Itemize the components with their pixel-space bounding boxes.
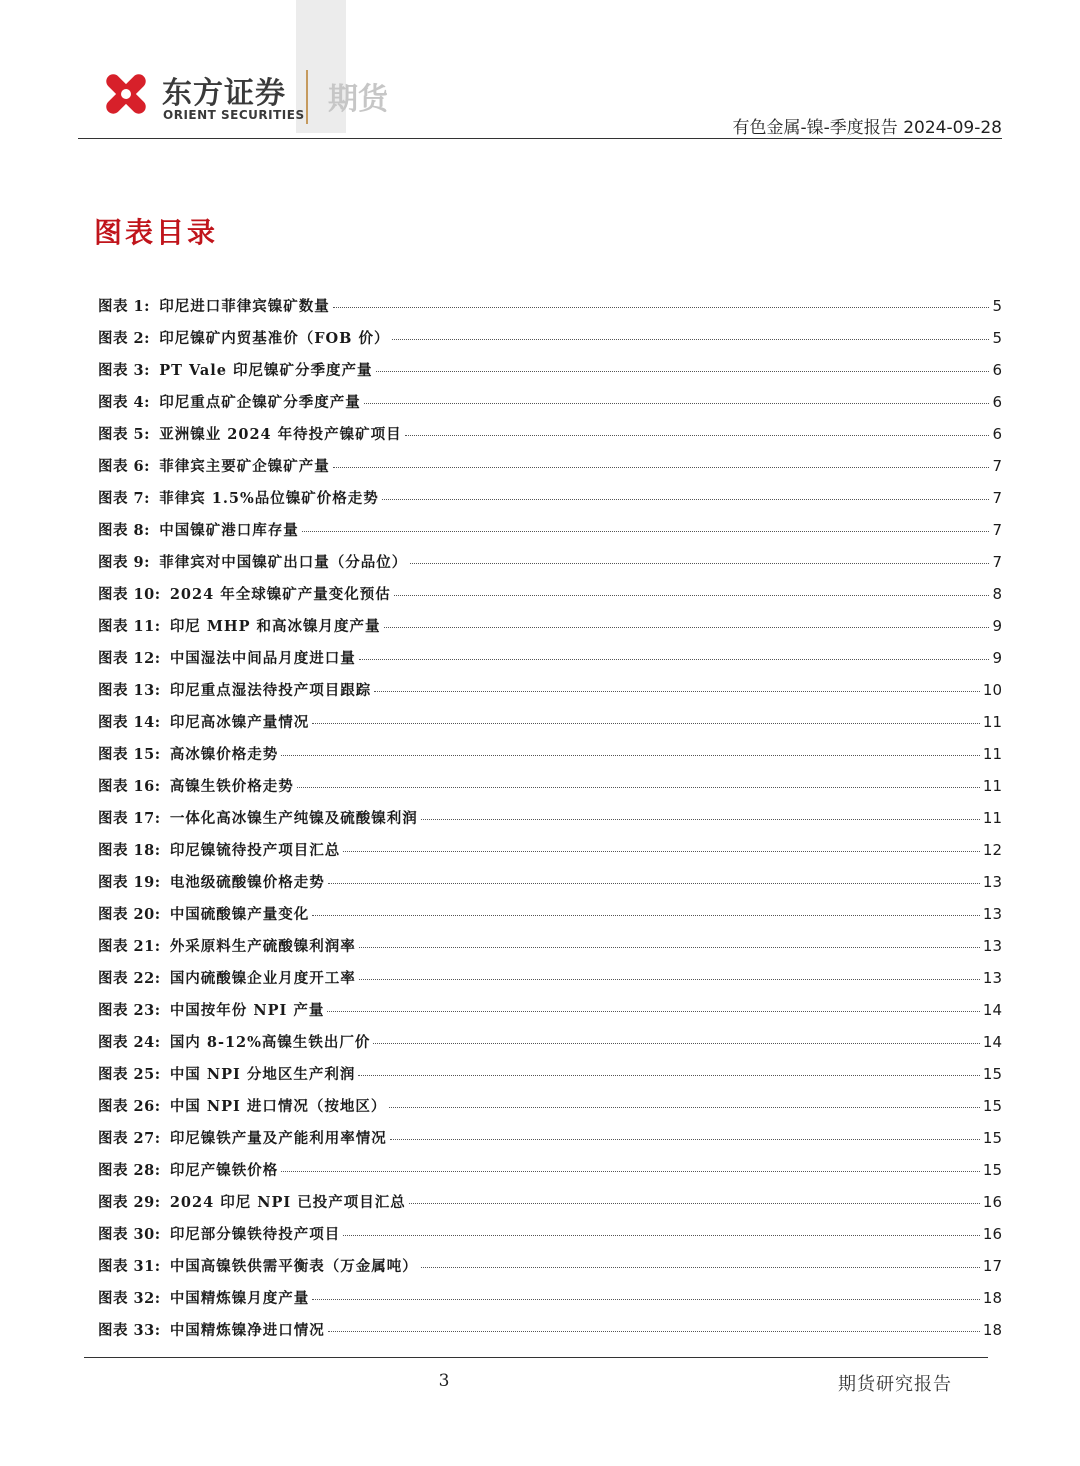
toc-entry-title: 菲律宾主要矿企镍矿产量 [159,458,330,475]
toc-entry-title: 中国按年份 NPI 产量 [169,1002,325,1019]
toc-entry-page: 6 [992,425,1002,443]
toc-entry-page: 6 [992,361,1002,379]
toc-entry-page: 15 [982,1161,1002,1179]
brand-division: 期货 [328,82,388,117]
brand-name-chinese: 东方证券 [162,76,286,111]
toc-entry-title: 印尼高冰镍产量情况 [169,714,310,731]
toc-entry-title: 中国精炼镍月度产量 [169,1290,310,1307]
toc-dot-leader [312,915,980,916]
toc-entry[interactable] [98,679,1002,711]
toc-dot-leader [392,339,989,340]
toc-entry-title: 印尼镍锍待投产项目汇总 [169,842,341,859]
toc-entry-label: 图表 30: [98,1226,161,1243]
toc-dot-leader [389,1107,980,1108]
toc-entry-page: 11 [982,745,1002,763]
toc-entry[interactable] [98,519,1002,551]
toc-entry[interactable] [98,711,1002,743]
toc-entry-page: 16 [982,1193,1002,1211]
toc-dot-leader [358,1075,980,1076]
toc-entry[interactable] [98,615,1002,647]
toc-entry-page: 18 [982,1289,1002,1307]
toc-entry-page: 7 [992,489,1002,507]
toc-entry-label: 图表 18: [98,842,161,859]
toc-dot-leader [327,1011,980,1012]
toc-entry-page: 5 [992,329,1002,347]
toc-entry[interactable] [98,967,1002,999]
toc-entry-label: 图表 14: [98,714,161,731]
toc-dot-leader [302,531,990,532]
toc-entry-title: 印尼重点矿企镍矿分季度产量 [159,394,361,411]
toc-entry-label: 图表 12: [98,650,161,667]
toc-entry-label: 图表 10: [98,586,161,603]
toc-dot-leader [373,1043,979,1044]
header-divider [78,138,1002,139]
toc-heading: 图表目录 [94,216,219,249]
toc-entry-page: 12 [982,841,1002,859]
toc-entry[interactable] [98,327,1002,359]
toc-entry-title: 印尼进口菲律宾镍矿数量 [159,298,330,315]
toc-entry[interactable] [98,1223,1002,1255]
toc-entry-label: 图表 4: [98,394,150,411]
toc-entry-label: 图表 17: [98,810,161,827]
toc-entry-label: 图表 32: [98,1290,161,1307]
toc-entry-label: 图表 1: [98,298,150,315]
toc-entry-page: 14 [982,1001,1002,1019]
toc-entry-label: 图表 5: [98,426,150,443]
footer-report-type: 期货研究报告 [838,1374,952,1395]
brand-name-english: ORIENT SECURITIES [163,108,305,122]
toc-entry-label: 图表 27: [98,1130,161,1147]
toc-dot-leader [410,563,989,564]
toc-entry-title: 国内 8-12%高镍生铁出厂价 [169,1034,371,1051]
toc-entry-title: 中国镍矿港口库存量 [159,522,299,539]
toc-entry[interactable] [98,1319,1002,1351]
toc-entry[interactable] [98,1031,1002,1063]
toc-entry[interactable] [98,423,1002,455]
toc-entry[interactable] [98,999,1002,1031]
toc-entry[interactable] [98,839,1002,871]
toc-dot-leader [343,851,980,852]
toc-entry[interactable] [98,775,1002,807]
toc-entry[interactable] [98,1255,1002,1287]
toc-entry[interactable] [98,935,1002,967]
toc-entry[interactable] [98,1287,1002,1319]
toc-entry[interactable] [98,1063,1002,1095]
toc-entry[interactable] [98,391,1002,423]
toc-entry-page: 11 [982,777,1002,795]
toc-entry-label: 图表 9: [98,554,150,571]
toc-entry[interactable] [98,743,1002,775]
toc-entry-title: 印尼重点湿法待投产项目跟踪 [169,682,372,699]
toc-entry[interactable] [98,807,1002,839]
toc-entry-label: 图表 21: [98,938,161,955]
toc-entry-label: 图表 6: [98,458,150,475]
toc-dot-leader [374,691,980,692]
toc-entry-label: 图表 31: [98,1258,161,1275]
toc-entry[interactable] [98,551,1002,583]
toc-entry-title: 印尼部分镍铁待投产项目 [169,1226,341,1243]
toc-entry-title: 中国硫酸镍产量变化 [169,906,310,923]
toc-dot-leader [409,1203,980,1204]
toc-entry-label: 图表 7: [98,490,150,507]
toc-entry[interactable] [98,1191,1002,1223]
toc-entry-label: 图表 8: [98,522,150,539]
toc-entry-page: 5 [992,297,1002,315]
toc-entry[interactable] [98,871,1002,903]
toc-dot-leader [328,883,980,884]
toc-entry-title: 中国精炼镍净进口情况 [169,1322,325,1339]
toc-dot-leader [312,1299,980,1300]
toc-entry-label: 图表 26: [98,1098,161,1115]
toc-entry-title: 中国 NPI 进口情况（按地区） [169,1098,387,1115]
toc-entry-title: 一体化高冰镍生产纯镍及硫酸镍利润 [169,810,418,827]
toc-entry-label: 图表 33: [98,1322,161,1339]
toc-entry[interactable] [98,359,1002,391]
footer-divider [84,1357,988,1358]
toc-entry-page: 17 [982,1257,1002,1275]
toc-entry-title: 印尼 MHP 和高冰镍月度产量 [169,618,381,635]
toc-dot-leader [281,755,980,756]
toc-entry-page: 8 [992,585,1002,603]
toc-entry-label: 图表 24: [98,1034,161,1051]
toc-dot-leader [384,627,990,628]
toc-entry[interactable] [98,1095,1002,1127]
toc-entry-title: 中国高镍铁供需平衡表（万金属吨） [169,1258,418,1275]
toc-entry-page: 15 [982,1097,1002,1115]
toc-entry-title: PT Vale 印尼镍矿分季度产量 [159,362,373,379]
toc-entry-title: 2024 年全球镍矿产量变化预估 [169,586,391,603]
toc-dot-leader [359,659,990,660]
toc-entry-page: 7 [992,553,1002,571]
toc-dot-leader [297,787,980,788]
toc-dot-leader [364,403,990,404]
toc-dot-leader [376,371,990,372]
toc-dot-leader [281,1171,980,1172]
toc-entry[interactable] [98,647,1002,679]
toc-entry-label: 图表 3: [98,362,150,379]
toc-entry[interactable] [98,295,1002,327]
toc-entry-page: 13 [982,937,1002,955]
toc-dot-leader [359,947,980,948]
toc-entry-label: 图表 20: [98,906,161,923]
orient-securities-logo [98,66,154,122]
toc-entry-page: 13 [982,969,1002,987]
toc-dot-leader [405,435,990,436]
toc-entry-label: 图表 15: [98,746,161,763]
toc-dot-leader [359,979,980,980]
toc-entry-title: 印尼镍矿内贸基准价（FOB 价） [159,330,390,347]
toc-entry-title: 外采原料生产硫酸镍利润率 [169,938,356,955]
toc-entry-page: 13 [982,905,1002,923]
toc-entry-page: 9 [992,617,1002,635]
toc-dot-leader [333,467,990,468]
toc-entry[interactable] [98,903,1002,935]
toc-entry-title: 高冰镍价格走势 [169,746,279,763]
toc-entry[interactable] [98,583,1002,615]
toc-dot-leader [343,1235,980,1236]
toc-entry-page: 13 [982,873,1002,891]
report-title-date: 有色金属-镍-季度报告 2024-09-28 [732,118,1002,138]
toc-entry-title: 2024 印尼 NPI 已投产项目汇总 [169,1194,406,1211]
toc-entry[interactable] [98,487,1002,519]
toc-entry-page: 11 [982,713,1002,731]
toc-entry-page: 9 [992,649,1002,667]
toc-entry-label: 图表 25: [98,1066,161,1083]
toc-entry-label: 图表 22: [98,970,161,987]
toc-entry[interactable] [98,455,1002,487]
toc-entry-page: 18 [982,1321,1002,1339]
toc-entry-title: 印尼镍铁产量及产能利用率情况 [169,1130,387,1147]
toc-entry-label: 图表 23: [98,1002,161,1019]
toc-entry-page: 7 [992,521,1002,539]
toc-dot-leader [421,1267,980,1268]
toc-entry-title: 印尼产镍铁价格 [169,1162,279,1179]
toc-entry-page: 6 [992,393,1002,411]
brand-separator [306,70,308,124]
toc-dot-leader [394,595,990,596]
toc-entry-page: 15 [982,1129,1002,1147]
toc-entry[interactable] [98,1127,1002,1159]
toc-entry-title: 电池级硫酸镍价格走势 [169,874,325,891]
toc-dot-leader [382,499,990,500]
table-of-figures [98,295,1002,1351]
toc-dot-leader [390,1139,980,1140]
toc-entry-page: 16 [982,1225,1002,1243]
toc-entry-label: 图表 16: [98,778,161,795]
toc-entry-label: 图表 28: [98,1162,161,1179]
toc-entry-page: 10 [982,681,1002,699]
toc-dot-leader [421,819,980,820]
toc-dot-leader [312,723,980,724]
toc-entry-title: 国内硫酸镍企业月度开工率 [169,970,356,987]
page-number: 3 [438,1371,450,1391]
toc-entry-label: 图表 13: [98,682,161,699]
toc-entry-label: 图表 19: [98,874,161,891]
toc-entry-title: 菲律宾对中国镍矿出口量（分品位） [159,554,408,571]
toc-entry-title: 高镍生铁价格走势 [169,778,294,795]
toc-entry-page: 14 [982,1033,1002,1051]
toc-dot-leader [328,1331,980,1332]
toc-entry-title: 中国 NPI 分地区生产利润 [169,1066,356,1083]
toc-entry[interactable] [98,1159,1002,1191]
toc-entry-page: 7 [992,457,1002,475]
toc-entry-title: 亚洲镍业 2024 年待投产镍矿项目 [159,426,402,443]
toc-entry-label: 图表 29: [98,1194,161,1211]
toc-entry-label: 图表 2: [98,330,150,347]
toc-entry-title: 中国湿法中间品月度进口量 [169,650,356,667]
toc-entry-title: 菲律宾 1.5%品位镍矿价格走势 [159,490,379,507]
toc-entry-page: 11 [982,809,1002,827]
toc-entry-label: 图表 11: [98,618,161,635]
toc-entry-page: 15 [982,1065,1002,1083]
toc-dot-leader [333,307,990,308]
